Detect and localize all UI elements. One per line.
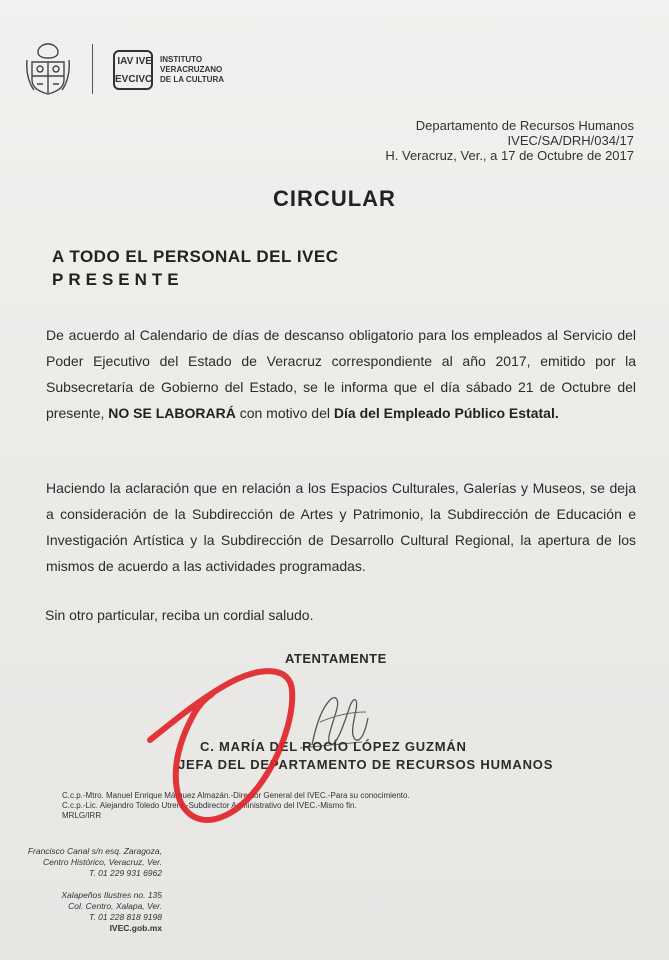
signatory-name: C. MARÍA DEL ROCÍO LÓPEZ GUZMÁN bbox=[200, 739, 467, 754]
department-name: Departamento de Recursos Humanos bbox=[415, 118, 634, 133]
ivec-logo-letter: IAV bbox=[117, 55, 134, 67]
footer-line: Col. Centro, Xalapa, Ver. bbox=[68, 901, 162, 911]
reference-number: IVEC/SA/DRH/034/17 bbox=[507, 133, 634, 148]
ccp-line: C.c.p.-Mtro. Manuel Enrique Márquez Almazán.-Director General del IVEC.-Para su conocimiento. bbox=[62, 791, 410, 800]
addressee-line: A TODO EL PERSONAL DEL IVEC bbox=[52, 247, 339, 266]
paragraph-emphasis: Día del Empleado Público Estatal. bbox=[333, 405, 559, 421]
signatory-role: JEFA DEL DEPARTAMENTO DE RECURSOS HUMANOS bbox=[178, 757, 554, 772]
footer-line: Centro Histórico, Veracruz, Ver. bbox=[42, 857, 162, 867]
place-date: H. Veracruz, Ver., a 17 de Octubre de 2017 bbox=[385, 148, 634, 163]
footer-website: IVEC.gob.mx bbox=[109, 923, 162, 933]
footer-line: T. 01 229 931 6962 bbox=[89, 868, 162, 878]
document-title: CIRCULAR bbox=[273, 186, 396, 211]
ccp-line: C.c.p.-Lic. Alejandro Toledo Utrera.-Subdirector Administrativo del IVEC.-Mismo fin. bbox=[62, 801, 357, 810]
body-paragraph-2: Haciendo la aclaración que en relación a los Espacios Culturales, Galerías y Museos, se deja a consideración de la Subdirección de Artes y Patrimonio, la Subdirección de Educación e Investigación Artística y la Subdirección de Desarrollo Cultural Regional, la apertura de los mismos de acuerdo a las actividades programadas. bbox=[46, 480, 636, 574]
ivec-logo-letter: IVC bbox=[135, 73, 153, 85]
paragraph-text: De acuerdo al Calendario de días de descanso obligatorio para los empleados al Servicio del Poder Ejecutivo del Estado de Veracruz correspondiente al año 2017, emitido por la Subsecretaría de Gobierno del Estado, se le informa que el día sábado 21 de Octubre del presente, bbox=[46, 327, 636, 421]
ivec-logo-letter: EVC bbox=[115, 73, 136, 85]
salutation: ATENTAMENTE bbox=[285, 651, 387, 666]
institution-name-line: INSTITUTO bbox=[160, 55, 203, 64]
paragraph-emphasis: NO SE LABORARÁ bbox=[108, 405, 236, 421]
addressee-presente: PRESENTE bbox=[52, 270, 184, 289]
footer-line: Xalapeños Ilustres no. 135 bbox=[61, 890, 162, 900]
institution-name-line: VERACRUZANO bbox=[160, 65, 223, 74]
footer-line: T. 01 228 818 9198 bbox=[89, 912, 162, 922]
paragraph-text: con motivo del bbox=[239, 405, 330, 421]
closing-line: Sin otro particular, reciba un cordial saludo. bbox=[45, 607, 314, 623]
footer-line: Francisco Canal s/n esq. Zaragoza, bbox=[27, 846, 162, 856]
institution-name-line: DE LA CULTURA bbox=[160, 75, 224, 84]
ivec-logo-letter: IVE bbox=[135, 55, 152, 67]
initials: MRLG/IRR bbox=[62, 811, 102, 820]
